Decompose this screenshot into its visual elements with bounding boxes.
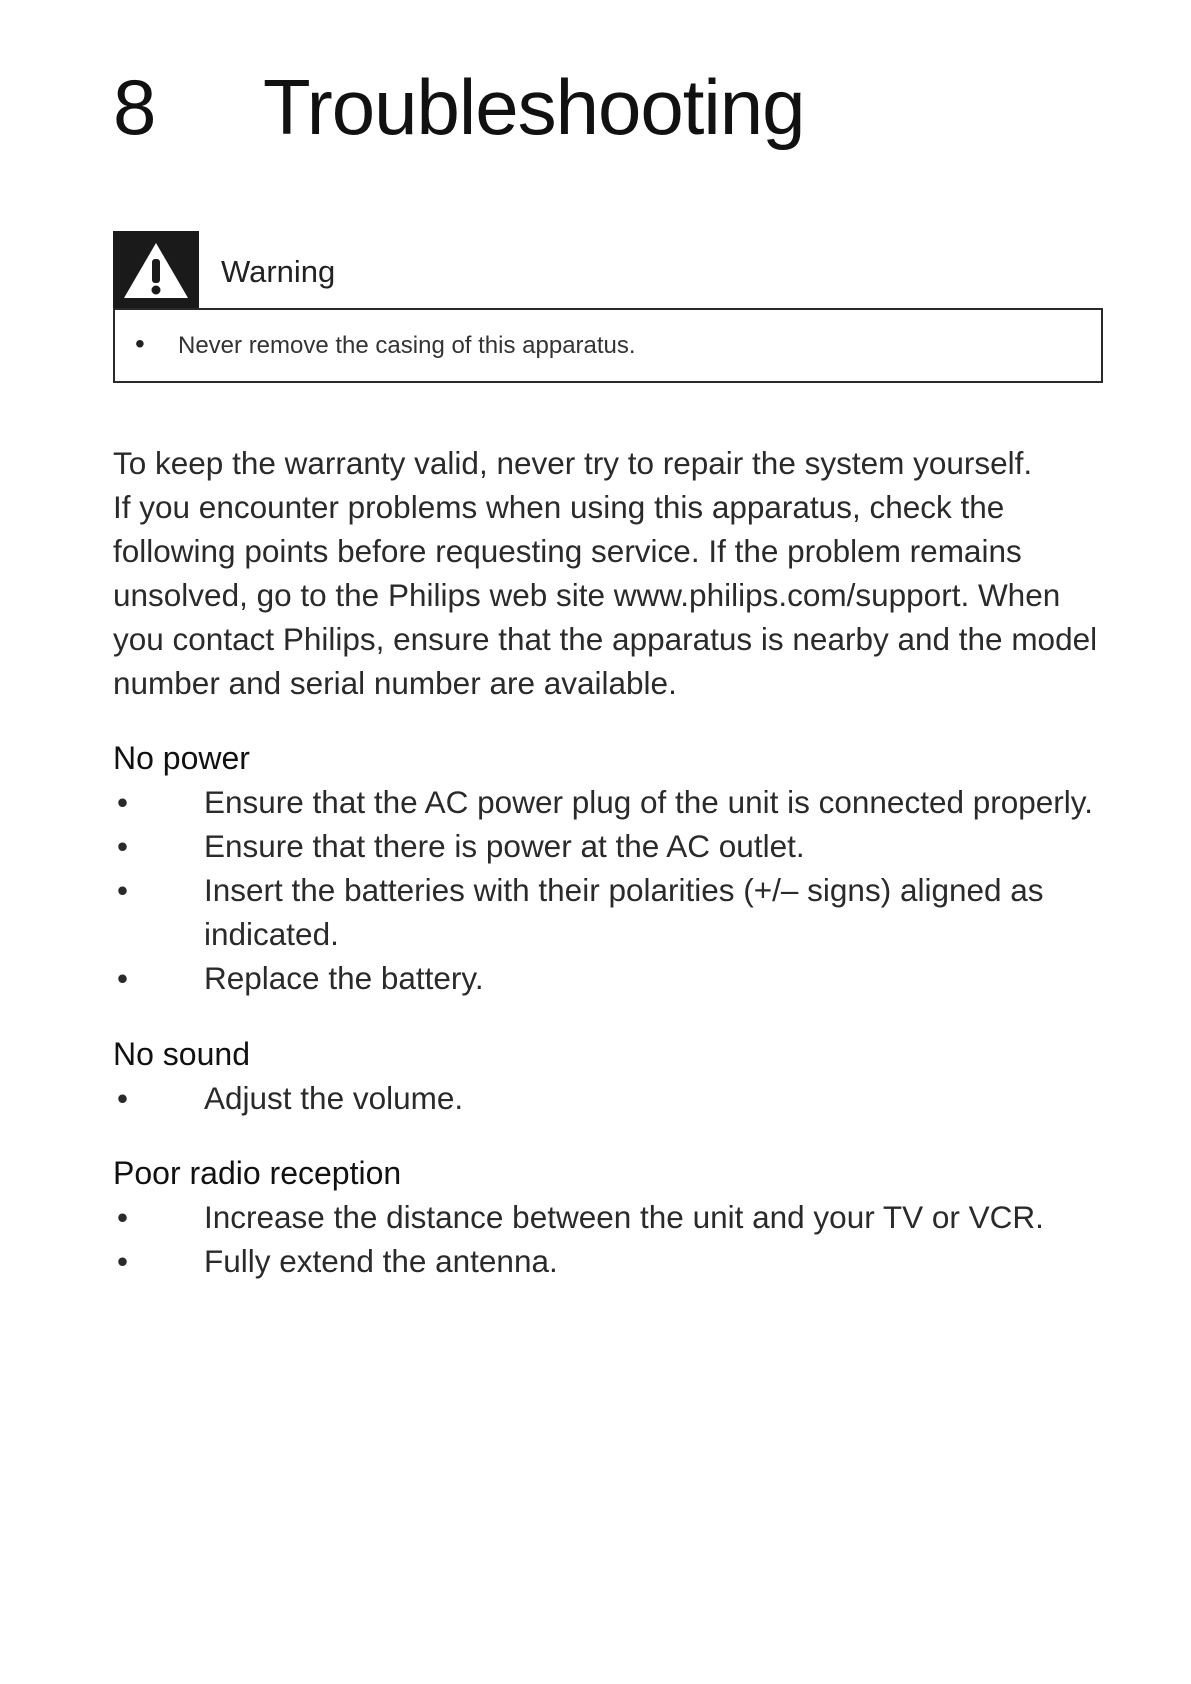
chapter-number: 8 [113,63,156,151]
list-item: • Insert the batteries with their polarities (+/– signs) aligned as indicated. [113,868,1113,956]
section-heading: Poor radio reception [113,1155,402,1191]
bullet-icon: • [117,828,129,864]
list-item: • Fully extend the antenna. [113,1239,1113,1283]
bullet-icon: • [135,328,145,359]
bullet-list [113,1195,1113,1283]
intro-line-2: If you encounter problems when using this apparatus, check the following points before requesting service. If the problem remains unsolved, go to the Philips web site www.philips.com/support. When you contact Philips, ensure that the apparatus is nearby and the model number and serial number are available. [113,489,1098,701]
list-item: • Replace the battery. [113,956,1113,1000]
bullet-icon: • [117,784,129,820]
bullet-icon: • [117,1080,129,1116]
section-poor-radio-reception [113,1151,1113,1283]
bullet-icon: • [117,1199,129,1235]
bullet-icon: • [117,872,129,908]
list-item: • Ensure that there is power at the AC outlet. [113,824,1113,868]
warning-header [113,231,335,308]
warning-triangle-icon [113,231,199,308]
warning-label: Warning [221,253,336,289]
list-item: • Adjust the volume. [113,1076,1113,1120]
intro-line-1: To keep the warranty valid, never try to repair the system yourself. [113,445,1033,481]
bullet-icon: • [117,1243,129,1279]
list-item: • Ensure that the AC power plug of the unit is connected properly. [113,780,1113,824]
intro-text [113,441,1113,705]
warning-box [113,308,1103,383]
section-heading: No power [113,740,250,776]
warning-item: Never remove the casing of this apparatus. [178,332,636,359]
bullet-list [113,1076,1113,1120]
chapter-heading [113,62,804,152]
list-item: • Increase the distance between the unit and your TV or VCR. [113,1195,1113,1239]
bullet-list [113,780,1113,1000]
bullet-icon: • [117,960,129,996]
chapter-title: Troubleshooting [263,63,805,151]
section-heading: No sound [113,1036,250,1072]
section-no-sound [113,1032,1113,1120]
section-no-power [113,736,1113,1000]
